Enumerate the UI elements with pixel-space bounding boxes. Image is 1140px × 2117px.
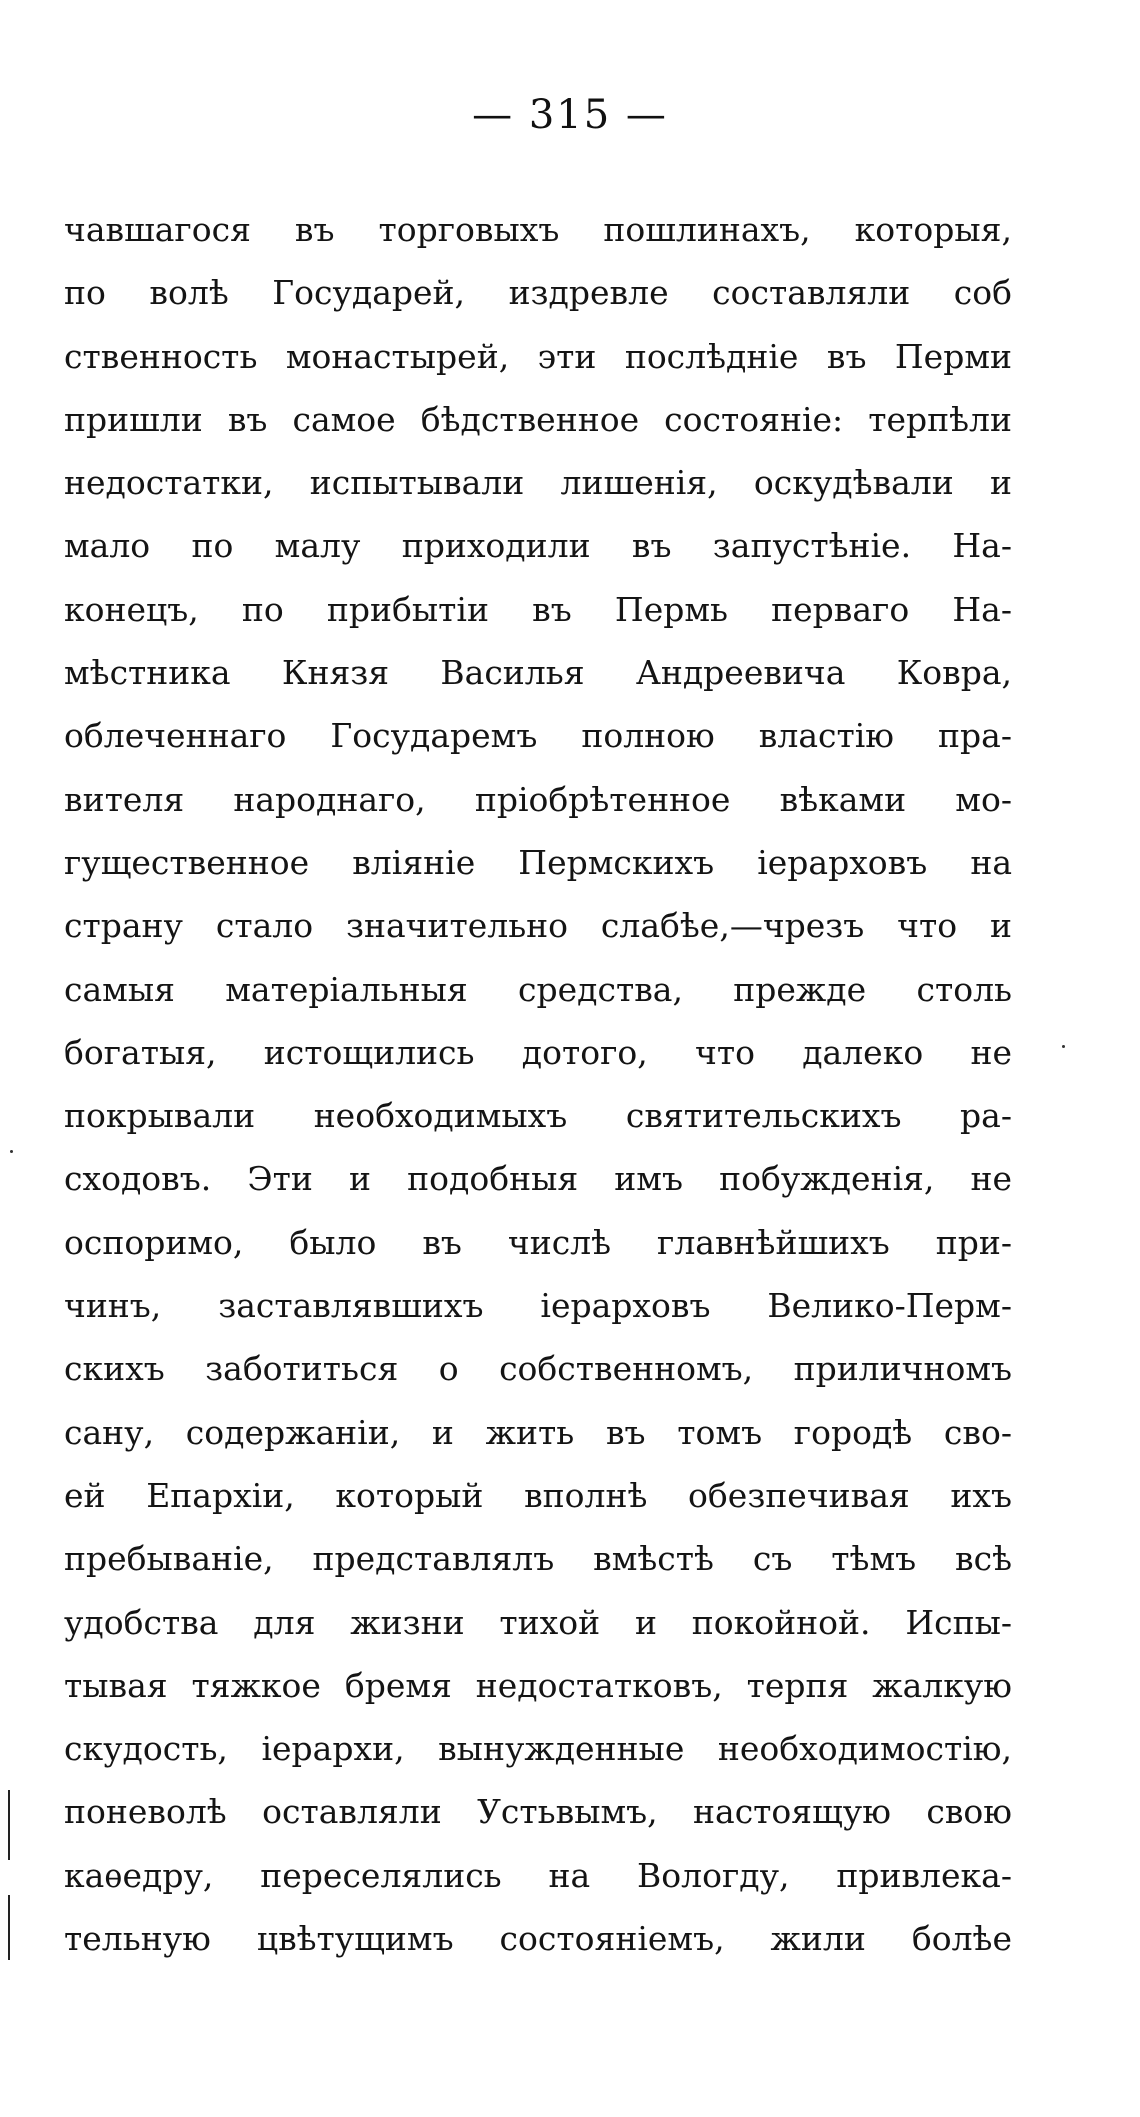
scan-edge-mark [8,1895,10,1960]
text-line: тельную цвѣтущимъ состояніемъ, жили болѣе [64,1919,1012,1959]
text-line: сану, содержаніи, и жить въ томъ городѣ сво- [64,1412,1012,1452]
text-line: каѳедру, переселялись на Вологду, привлека- [64,1855,1012,1895]
scan-speck [1062,1045,1065,1048]
text-line: самыя матеріальныя средства, прежде столь [64,969,1012,1009]
scan-speck [10,1150,13,1153]
text-line: скудость, іерархи, вынужденные необходимостію, [64,1729,1012,1769]
text-line: страну стало значительно слабѣе,—чрезъ что и [64,906,1012,946]
text-line: конецъ, по прибытіи въ Пермь перваго На- [64,589,1012,629]
text-line: поневолѣ оставляли Устьвымъ, настоящую свою [64,1792,1012,1832]
text-line: удобства для жизни тихой и покойной. Испы- [64,1602,1012,1642]
text-line: вителя народнаго, пріобрѣтенное вѣками мо- [64,779,1012,819]
body-text [64,198,1012,1970]
text-line: облеченнаго Государемъ полною властію пра- [64,716,1012,756]
text-line: мѣстника Князя Василья Андреевича Ковра, [64,653,1012,693]
text-line: недостатки, испытывали лишенія, оскудѣвали и [64,463,1012,503]
text-line: мало по малу приходили въ запустѣніе. На- [64,526,1012,566]
text-line: гущественное вліяніе Пермскихъ іерарховъ на [64,842,1012,882]
text-line: покрывали необходимыхъ святительскихъ ра- [64,1096,1012,1136]
text-line: чинъ, заставлявшихъ іерарховъ Велико-Перм- [64,1286,1012,1326]
scan-edge-mark [8,1790,10,1860]
text-line: пришли въ самое бѣдственное состояніе: терпѣли [64,399,1012,439]
text-line: по волѣ Государей, издревле составляли соб [64,273,1012,313]
text-line: тывая тяжкое бремя недостатковъ, терпя жалкую [64,1665,1012,1705]
text-line: пребываніе, представлялъ вмѣстѣ съ тѣмъ всѣ [64,1539,1012,1579]
text-line: оспоримо, было въ числѣ главнѣйшихъ при- [64,1222,1012,1262]
text-line: скихъ заботиться о собственномъ, приличномъ [64,1349,1012,1389]
text-line: сходовъ. Эти и подобныя имъ побужденія, не [64,1159,1012,1199]
text-line: ственность монастырей, эти послѣдніе въ Перми [64,336,1012,376]
text-line: чавшагося въ торговыхъ пошлинахъ, которыя, [64,210,1012,249]
text-line: ей Епархіи, который вполнѣ обезпечивая ихъ [64,1475,1012,1515]
page-number: — 315 — [472,92,668,138]
text-line: богатыя, истощились дотого, что далеко не [64,1032,1012,1072]
